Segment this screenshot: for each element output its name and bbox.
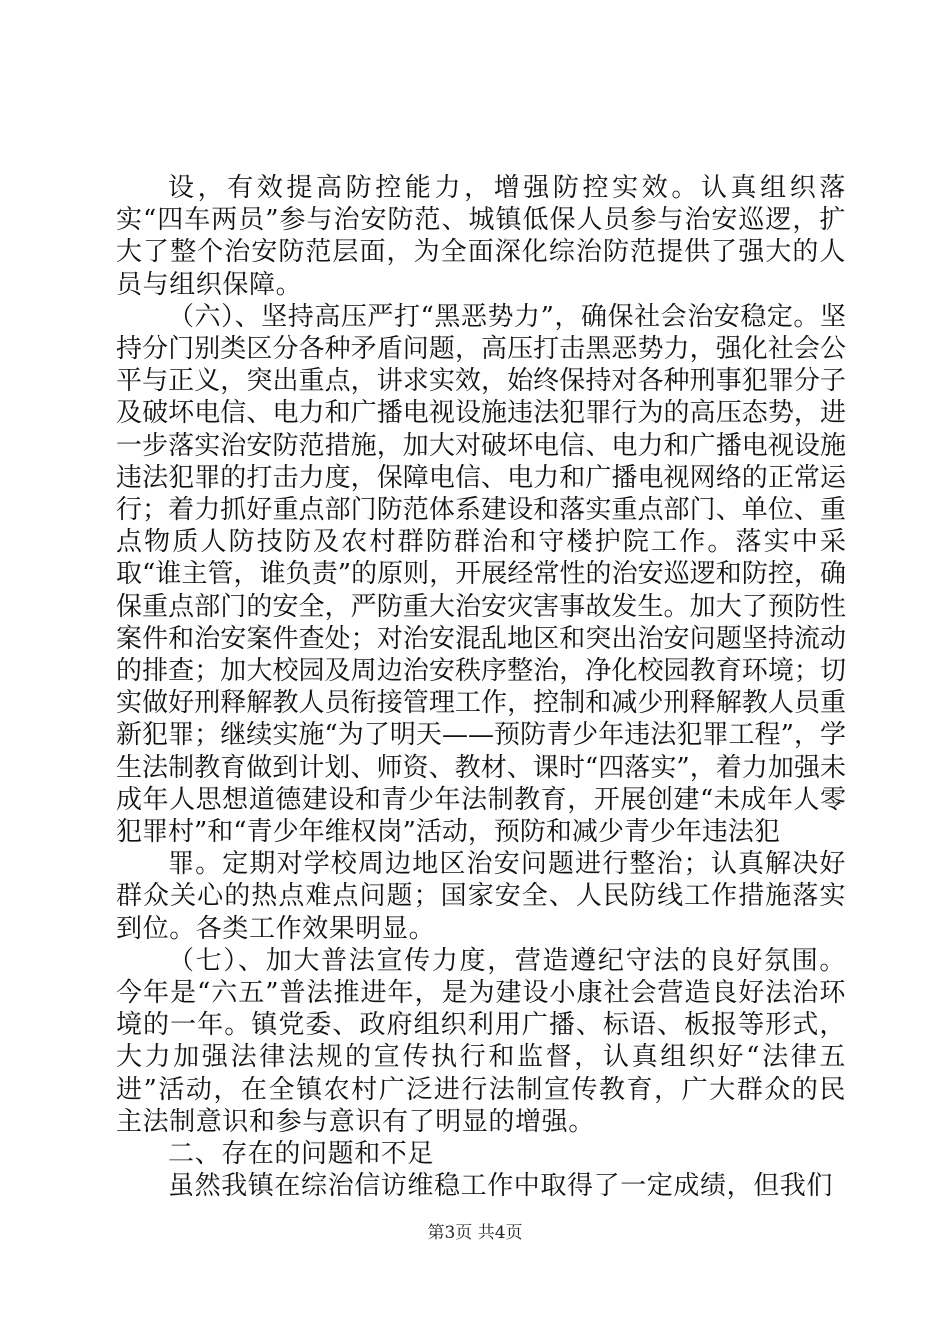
paragraph: 罪。定期对学校周边地区治安问题进行整治；认真解决好群众关心的热点难点问题；国家安全、人民防线工作措施落实到位。各类工作效果明显。 <box>116 849 846 944</box>
page-footer: 第3页 共4页 <box>427 1223 523 1243</box>
paragraph: 虽然我镇在综治信访维稳工作中取得了一定成绩，但我们 <box>168 1171 834 1202</box>
paragraph: 设，有效提高防控能力，增强防控实效。认真组织落实“四车两员”参与治安防范、城镇低保人员参与治安巡逻，扩大了整个治安防范层面，为全面深化综治防范提供了强大的人员与组织保障。 <box>116 173 846 300</box>
paragraph: （七）、加大普法宣传力度，营造遵纪守法的良好氛围。今年是“六五”普法推进年，是为建设小康社会营造良好法治环境的一年。镇党委、政府组织利用广播、标语、板报等形式，大力加强法律法规的宣传执行和监督，认真组织好“法律五进”活动，在全镇农村广泛进行法制宣传教育，广大群众的民主法制意识和参与意识有了明显的增强。 <box>116 945 846 1137</box>
document-body <box>116 172 846 1203</box>
paragraph: （六）、坚持高压严打“黑恶势力”，确保社会治安稳定。坚持分门别类区分各种矛盾问题，高压打击黑恶势力，强化社会公平与正义，突出重点，讲求实效，始终保持对各种刑事犯罪分子及破坏电信、电力和广播电视设施违法犯罪行为的高压态势，进一步落实治安防范措施，加大对破坏电信、电力和广播电视设施违法犯罪的打击力度，保障电信、电力和广播电视网络的正常运行；着力抓好重点部门防范体系建设和落实重点部门、单位、重点物质人防技防及农村群防群治和守楼护院工作。落实中采取“谁主管，谁负责”的原则，开展经常性的治安巡逻和防控，确保重点部门的安全，严防重大治安灾害事故发生。加大了预防性案件和治安案件查处；对治安混乱地区和突出治安问题坚持流动的排查；加大校园及周边治安秩序整治，净化校园教育环境；切实做好刑释解教人员衔接管理工作，控制和减少刑释解教人员重新犯罪；继续实施“为了明天——预防青少年违法犯罪工程”，学生法制教育做到计划、师资、教材、课时“四落实”，着力加强未成年人思想道德建设和青少年法制教育，开展创建“未成年人零犯罪村”和“青少年维权岗”活动，预防和减少青少年违法犯 <box>116 301 846 848</box>
section-heading: 二、存在的问题和不足 <box>168 1139 435 1170</box>
